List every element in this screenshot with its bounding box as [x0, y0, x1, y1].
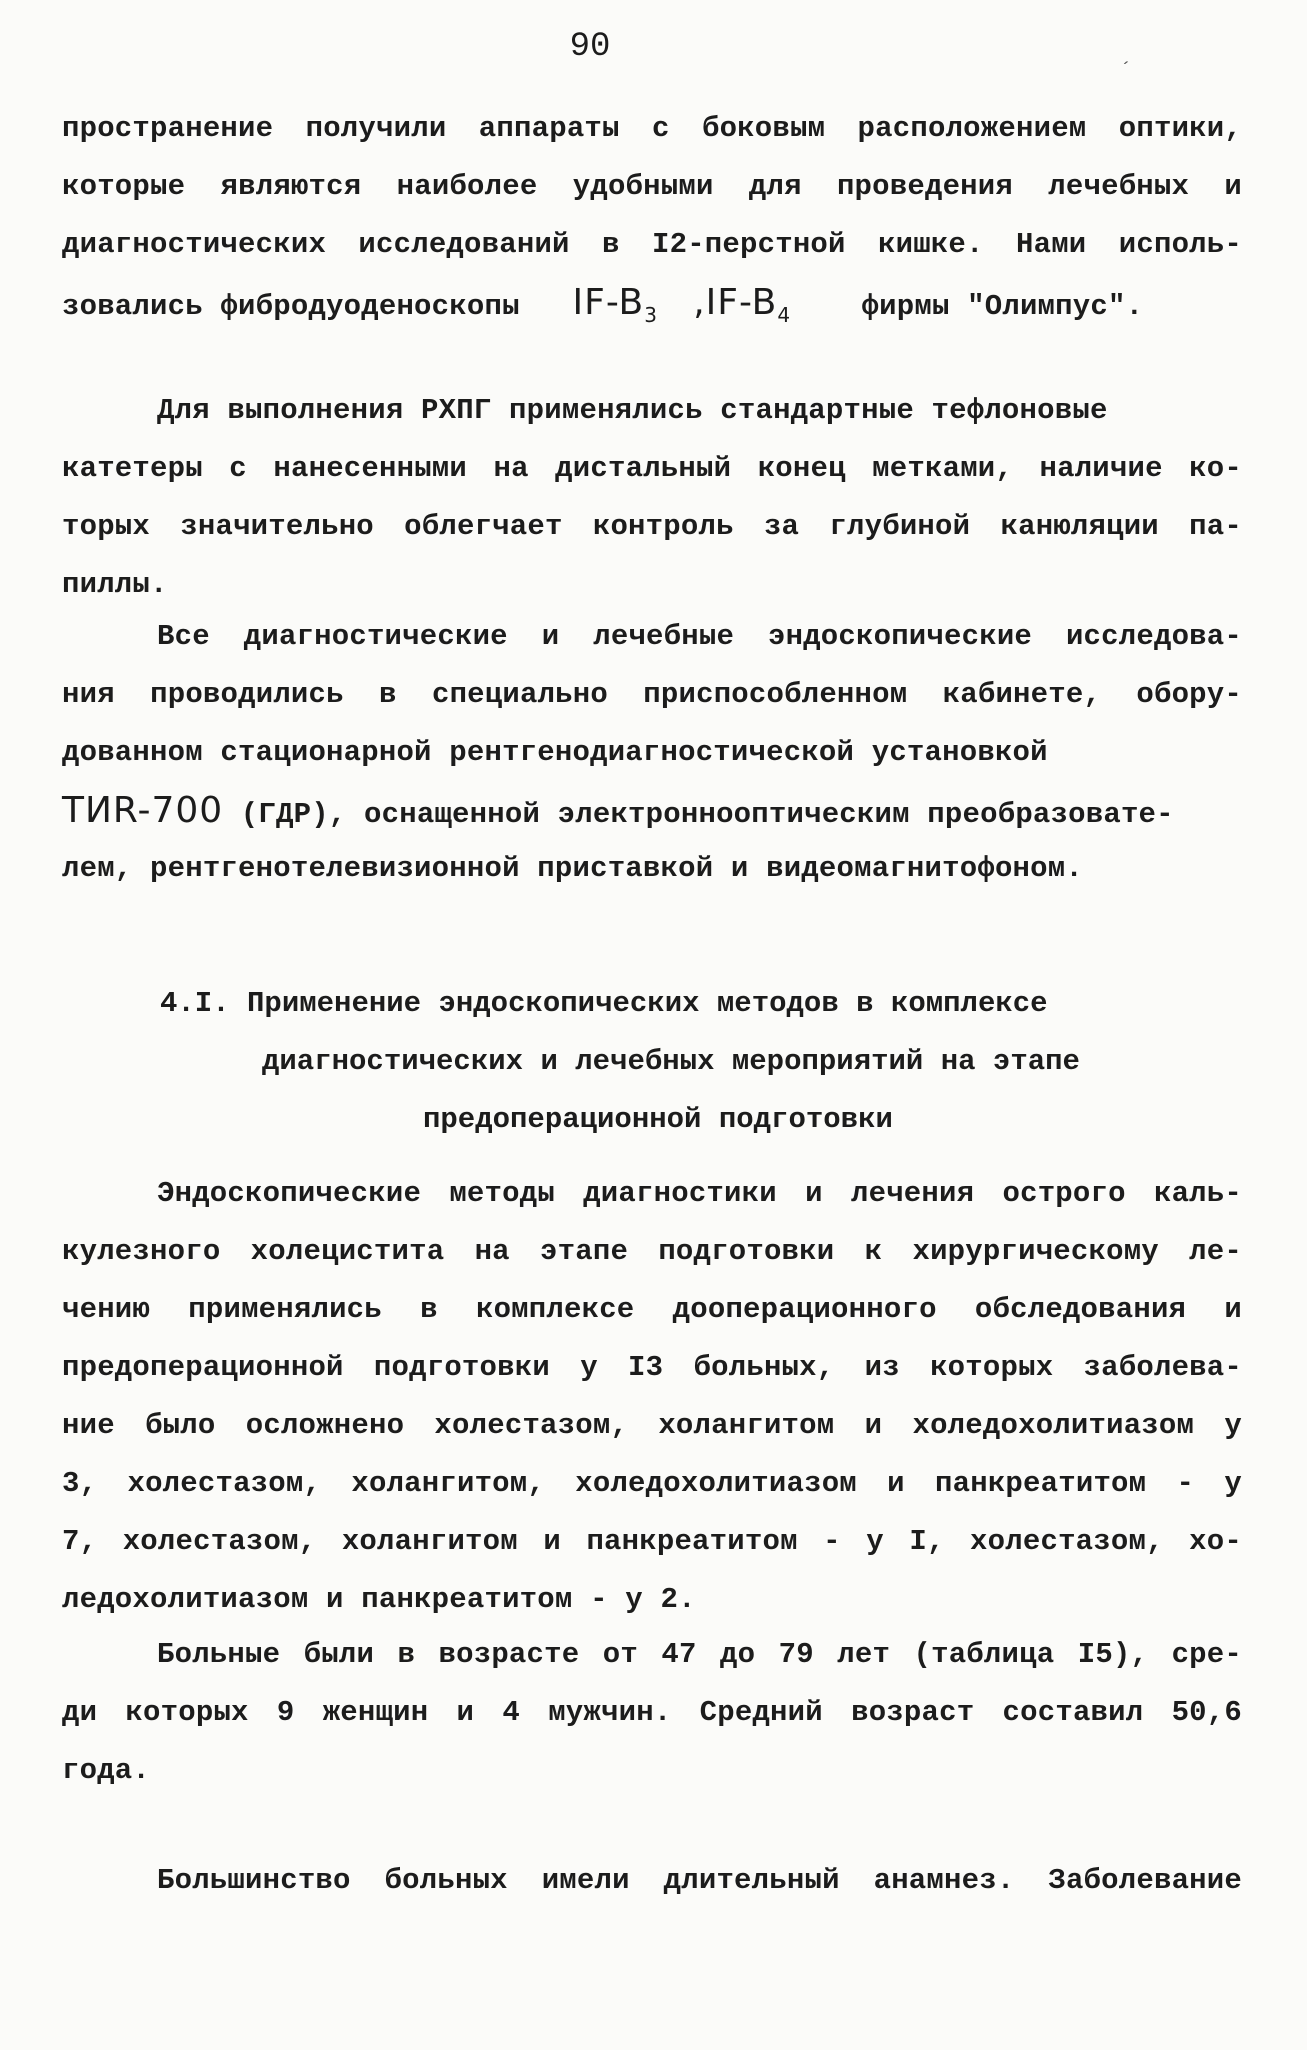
corner-mark: ´	[1120, 60, 1133, 83]
heading-text: Применение эндоскопических методов в комплексе	[247, 987, 1048, 1020]
text-line: Эндоскопические методы диагностики и лечения острого каль-	[157, 1177, 1242, 1210]
device-model: ТИR-700	[62, 790, 224, 831]
text-line: чению применялись в комплексе дооперационного обследования и	[62, 1293, 1242, 1326]
text-line: Все диагностические и лечебные эндоскопические исследова-	[157, 620, 1242, 653]
text-line: года.	[62, 1754, 151, 1787]
separator: ,	[693, 282, 706, 323]
text-line: ния проводились в специально приспособленном кабинете, обору-	[62, 678, 1242, 711]
text-line: ди которых 9 женщин и 4 мужчин. Средний возраст составил 50,6	[62, 1696, 1242, 1729]
heading-line-1	[0, 975, 1307, 1033]
text-line: 3, холестазом, холангитом, холедохолитиазом и панкреатитом - у	[62, 1467, 1242, 1500]
text-line: предоперационной подготовки у I3 больных, из которых заболева-	[62, 1351, 1242, 1384]
text-line: пространение получили аппараты с боковым расположением оптики,	[62, 112, 1242, 145]
text-line: которые являются наиболее удобными для проведения лечебных и	[62, 170, 1242, 203]
page-number: 90	[569, 28, 611, 66]
text-line-scopes	[62, 274, 1242, 332]
text-line: Большинство больных имели длительный анамнез. Заболевание	[157, 1864, 1242, 1897]
text-line: Больные были в возрасте от 47 до 79 лет (таблица I5), сре-	[157, 1638, 1242, 1671]
text-line: диагностических исследований в I2-перстной кишке. Нами исполь-	[62, 228, 1242, 261]
paragraph-6	[62, 1852, 1242, 1910]
text-line: ние было осложнено холестазом, холангитом и холедохолитиазом у	[62, 1409, 1242, 1442]
text-line: 7, холестазом, холангитом и панкреатитом - у I, холестазом, хо-	[62, 1525, 1242, 1558]
text-line: дованном стационарной рентгенодиагностической установкой	[62, 736, 1048, 769]
section-heading	[0, 975, 1307, 1149]
heading-line-3: предоперационной подготовки	[423, 1103, 893, 1136]
text-line: катетеры с нанесенными на дистальный конец метками, наличие ко-	[62, 452, 1242, 485]
paragraph-3	[62, 608, 1242, 898]
text-line: торых значительно облегчает контроль за глубиной канюляции па-	[62, 510, 1242, 543]
text-line: лем, рентгенотелевизионной приставкой и видеомагнитофоном.	[62, 852, 1083, 885]
paragraph-5	[62, 1626, 1242, 1800]
text-fragment: зовались фибродуоденоскопы	[62, 290, 520, 323]
text-fragment: (ГДР), оснащенной электроннооптическим преобразовате-	[240, 798, 1174, 831]
scope-model-2: $IF-B_4$	[705, 282, 792, 328]
paragraph-2	[62, 382, 1242, 614]
heading-line-2: диагностических и лечебных мероприятий на этапе	[262, 1045, 1080, 1078]
text-line: ледохолитиазом и панкреатитом - у 2.	[62, 1583, 696, 1616]
scope-model-1: $IF-B_3$	[572, 282, 658, 328]
text-fragment: фирмы "Олимпус".	[861, 290, 1144, 323]
paragraph-4	[62, 1165, 1242, 1629]
section-number: 4.I.	[160, 987, 230, 1020]
text-line: Для выполнения РХПГ применялись стандартные тефлоновые	[157, 394, 1108, 427]
paragraph-1	[62, 100, 1242, 332]
text-line: кулезного холецистита на этапе подготовки к хирургическому ле-	[62, 1235, 1242, 1268]
text-line-device	[62, 782, 1242, 840]
text-line: пиллы.	[62, 568, 168, 601]
